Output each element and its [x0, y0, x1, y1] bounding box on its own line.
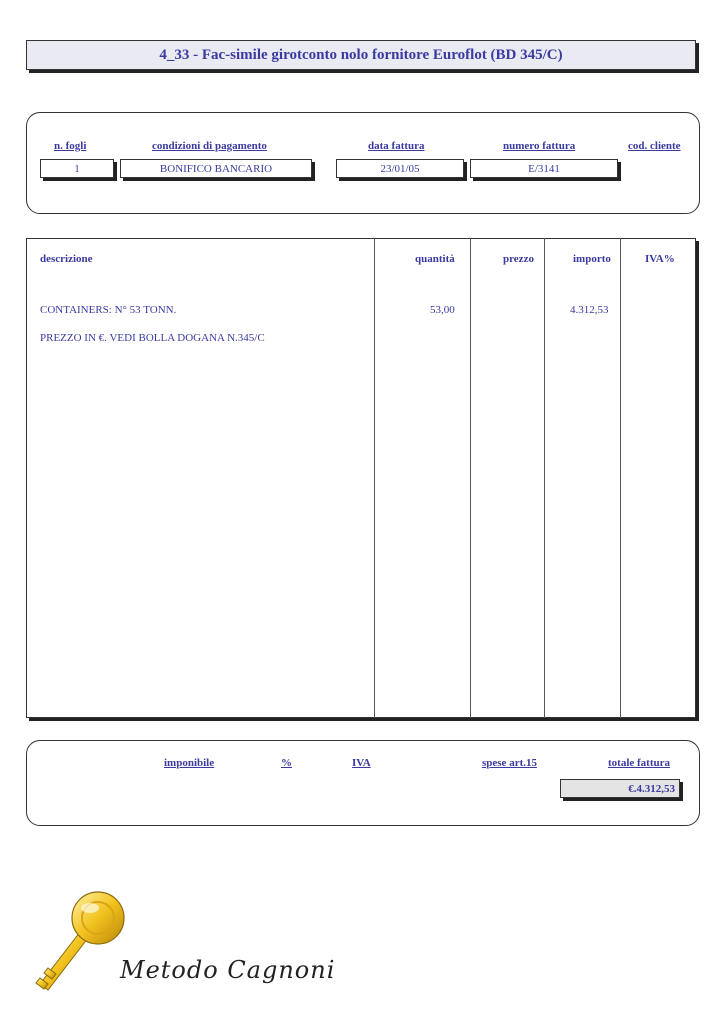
column-divider	[374, 238, 375, 718]
signature-metodo-cagnoni: Metodo Cagnoni	[120, 956, 336, 984]
col-head-descrizione: descrizione	[40, 253, 93, 265]
column-divider	[470, 238, 471, 718]
label-totale-fattura: totale fattura	[608, 757, 671, 769]
column-divider	[544, 238, 545, 718]
label-imponibile: imponibile	[164, 757, 215, 769]
label-numero-fattura: numero fattura	[503, 140, 576, 152]
label-iva: IVA	[352, 757, 371, 769]
row-1-quantita: 53,00	[430, 304, 455, 316]
field-totale-fattura: €.4.312,53	[560, 779, 680, 798]
row-1-descrizione: CONTAINERS: N° 53 TONN.	[40, 304, 177, 316]
field-condizioni-pagamento: BONIFICO BANCARIO	[120, 159, 312, 178]
row-2-descrizione: PREZZO IN €. VEDI BOLLA DOGANA N.345/C	[40, 332, 265, 344]
field-n-fogli: 1	[40, 159, 114, 178]
field-numero-fattura: E/3141	[470, 159, 618, 178]
label-percent: %	[281, 757, 292, 769]
col-head-importo: importo	[573, 253, 611, 265]
label-cod-cliente: cod. cliente	[628, 140, 681, 152]
field-data-fattura: 23/01/05	[336, 159, 464, 178]
col-head-quantita: quantità	[415, 253, 455, 265]
golden-key-icon	[18, 888, 128, 998]
row-1-importo: 4.312,53	[570, 304, 609, 316]
document-title: 4_33 - Fac-simile girotconto nolo fornitore Euroflot (BD 345/C)	[26, 40, 696, 70]
label-data-fattura: data fattura	[368, 140, 425, 152]
label-n-fogli: n. fogli	[54, 140, 87, 152]
label-condizioni-pagamento: condizioni di pagamento	[152, 140, 267, 152]
label-spese-art15: spese art.15	[482, 757, 537, 769]
col-head-prezzo: prezzo	[503, 253, 534, 265]
column-divider	[620, 238, 621, 718]
col-head-iva: IVA%	[645, 253, 675, 265]
